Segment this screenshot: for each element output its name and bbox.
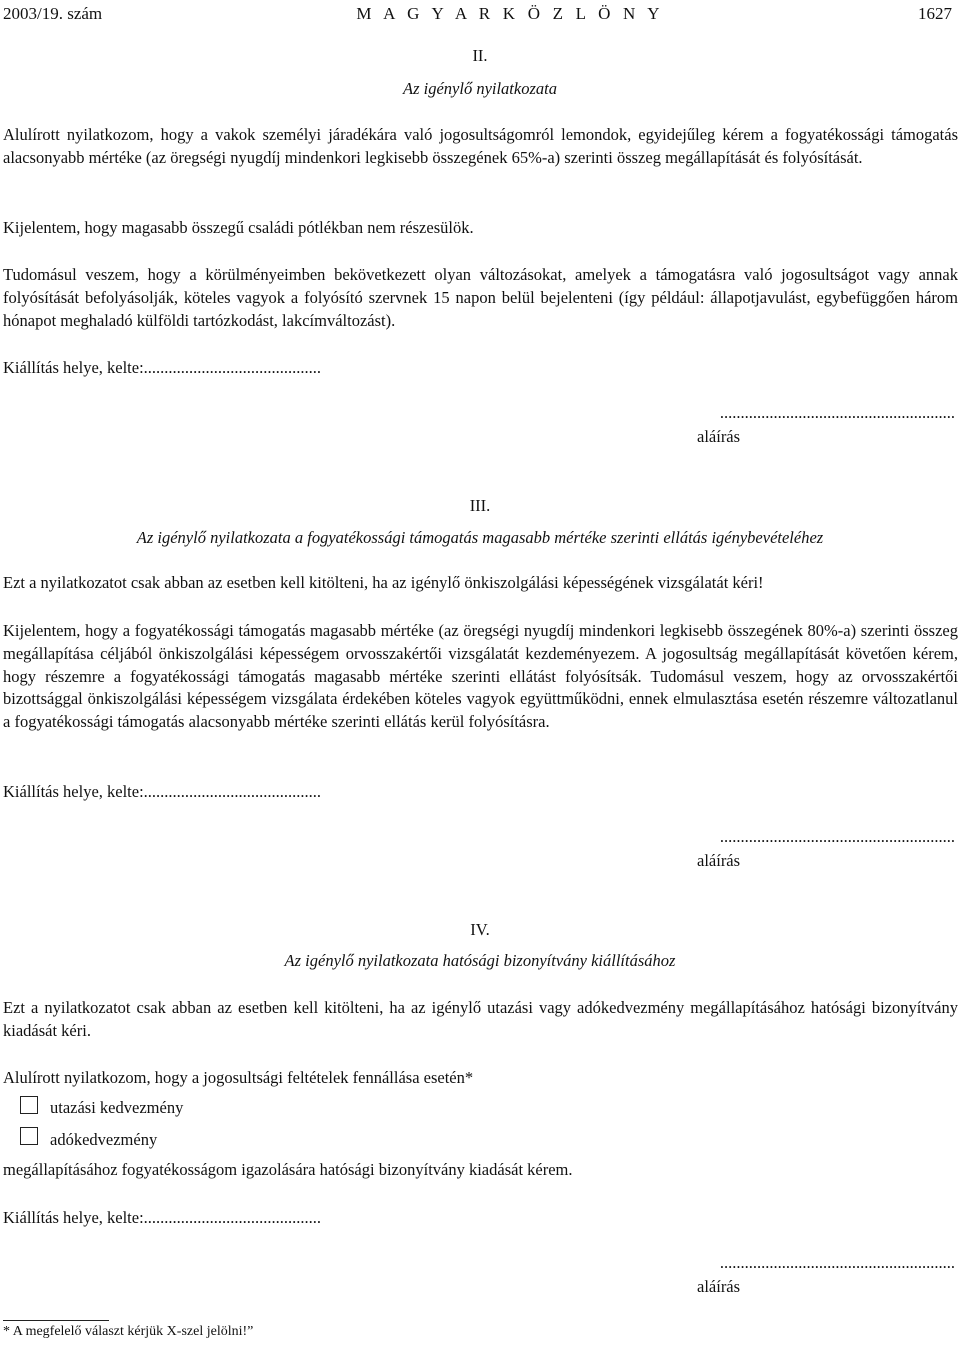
section-4-signature-line: ......................................................... [719, 1253, 955, 1272]
page-number: 1627 [917, 4, 952, 23]
section-4-paragraph-3: megállapításához fogyatékosságom igazolására hatósági bizonyítvány kiadását kérem. [3, 1160, 573, 1179]
section-3-place-date: Kiállítás helye, kelte:........................................... [3, 782, 322, 801]
section-3-paragraph-1: Ezt a nyilatkozatot csak abban az esetben kell kitölteni, ha az igénylő önkiszolgálási képességének vizsgálatát kéri! [3, 573, 764, 592]
section-2-paragraph-3: Tudomásul veszem, hogy a körülményeimben bekövetkezett olyan változásokat, amelyek a támogatásra való jogosultságot vagy annak folyósítását befolyásolják, köteles vagyok a folyósító szervnek 15 napon belül bejelenteni (így például: állapotjavulást, egybefüggően három hónapot meghaladó külföldi tartózkodást, lakcímváltozást). [3, 265, 958, 330]
section-2-signature-line: ......................................................... [719, 403, 955, 422]
section-4-place-date: Kiállítás helye, kelte:........................................... [3, 1208, 322, 1227]
tax-discount-checkbox[interactable] [20, 1127, 38, 1145]
tax-discount-label: adókedvezmény [50, 1130, 158, 1149]
section-4-signature-label: aláírás [697, 1277, 741, 1296]
section-2-place-date: Kiállítás helye, kelte:........................................... [3, 358, 322, 377]
section-4-number: IV. [470, 920, 490, 939]
travel-discount-checkbox[interactable] [20, 1096, 38, 1114]
section-3-signature-label: aláírás [697, 851, 741, 870]
section-4-paragraph-1: Ezt a nyilatkozatot csak abban az esetben kell kitölteni, ha az igénylő utazási vagy adókedvezmény megállapításához hatósági bizonyítvány kiadását kéri. [3, 998, 958, 1040]
section-2-paragraph-2: Kijelentem, hogy magasabb összegű családi pótlékban nem részesülök. [3, 218, 474, 237]
journal-title: M A G Y A R K Ö Z L Ö N Y [356, 4, 664, 23]
travel-discount-label: utazási kedvezmény [50, 1098, 184, 1117]
section-3-number: III. [469, 496, 491, 515]
section-2-title: Az igénylő nyilatkozata [403, 79, 557, 98]
section-4-title: Az igénylő nyilatkozata hatósági bizonyítvány kiállításához [284, 951, 676, 970]
footnote: * A megfelelő választ kérjük X-szel jelölni!” [3, 1324, 254, 1339]
footnote-rule [3, 1320, 109, 1321]
section-2-number: II. [472, 46, 488, 65]
section-2-signature-label: aláírás [697, 427, 741, 446]
section-3-paragraph-2: Kijelentem, hogy a fogyatékossági támogatás magasabb mértéke (az öregségi nyugdíj mindenkori legkisebb összegének 80%-a) szerinti összeg megállapítása céljából önkiszolgálási képességem orvosszakértői vizsgálatát kezdeményezem. A jogosultság megállapítását követően kérem, hogy részemre a fogyatékossági támogatás magasabb mértéke szerinti ellátást folyósítsák. Tudomásul veszem, hogy az orvosszakértői bizottsággal önkiszolgálási képességem vizsgálata érdekében köteles vagyok együttműködni, ennek elmulasztása esetén részemre változatlanul a fogyatékossági támogatás alacsonyabb mértéke szerinti ellátás kerül folyósításra. [3, 621, 958, 732]
issue-number: 2003/19. szám [3, 4, 103, 23]
section-2-paragraph-1: Alulírott nyilatkozom, hogy a vakok személyi járadékára való jogosultságomról lemondok, egyidejűleg kérem a fogyatékossági támogatás alacsonyabb mértéke (az öregségi nyugdíj mindenkori legkisebb összegének 65%-a) szerinti összeg megállapítását és folyósítását. [3, 125, 958, 167]
section-4-paragraph-2: Alulírott nyilatkozom, hogy a jogosultsági feltételek fennállása esetén* [3, 1068, 474, 1087]
section-3-signature-line: ......................................................... [719, 827, 955, 846]
page-header [3, 4, 952, 28]
section-3-title: Az igénylő nyilatkozata a fogyatékossági támogatás magasabb mértéke szerinti ellátás igénybevételéhez [136, 528, 824, 547]
